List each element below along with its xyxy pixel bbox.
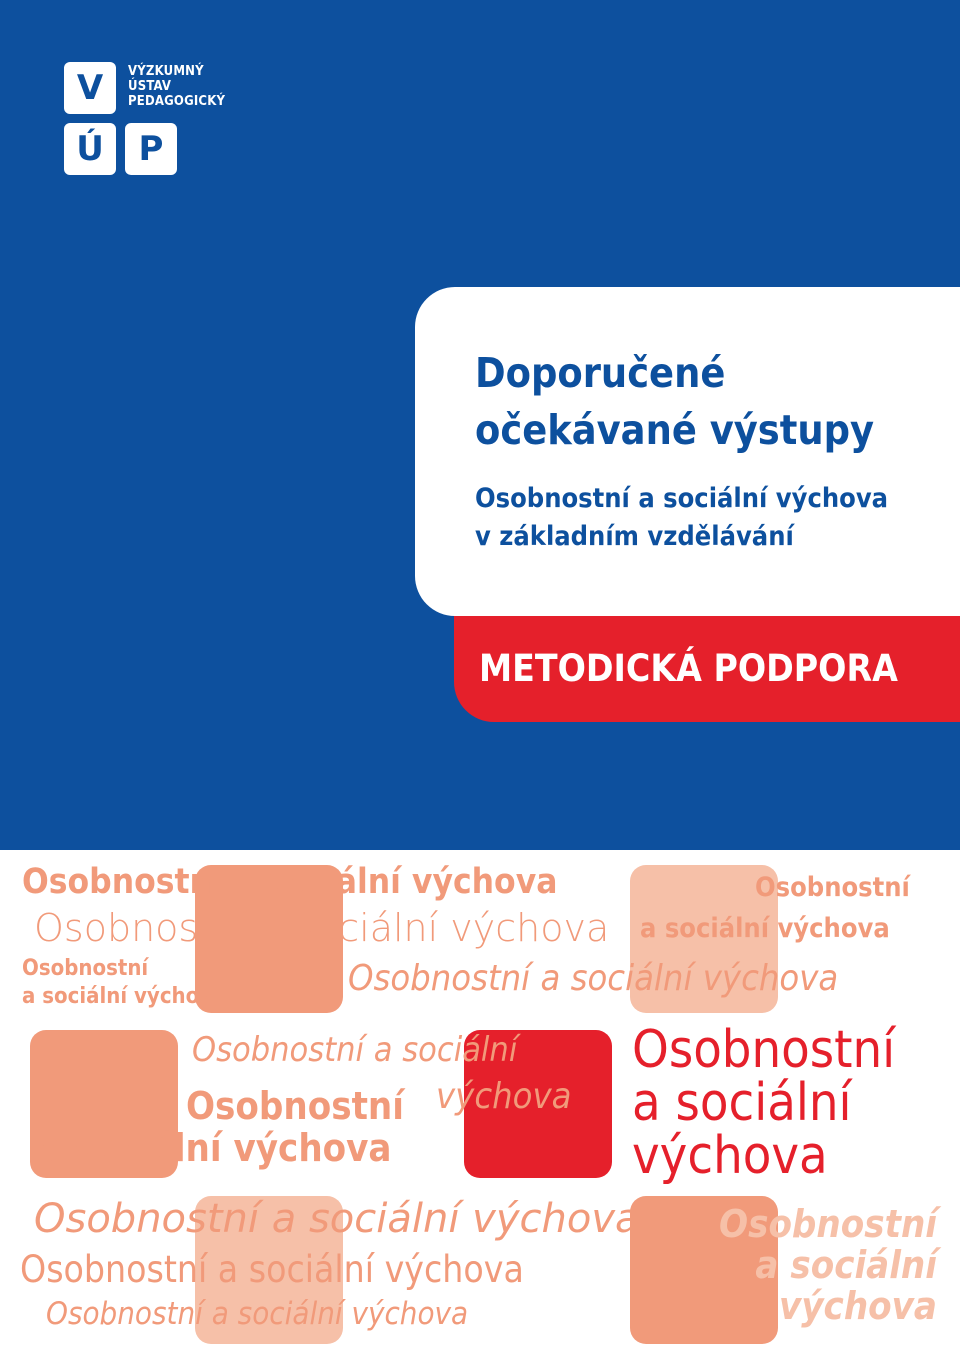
logo-tile-p: P [125,123,177,175]
deco-phrase-15c: výchova [778,1284,937,1328]
logo-line-3: PEDAGOGICKÝ [128,94,226,109]
deco-phrase-3a: Osobnostní [22,956,149,981]
deco-phrase-3 [22,955,226,1011]
deco-phrase-5: a sociální výchova [640,913,890,944]
logo-tile-v: V [64,62,116,114]
deco-phrase-3b: a sociální výchova [22,984,226,1009]
series-label: METODICKÁ PODPORA [479,647,898,690]
deco-phrase-11a: Osobnostní [632,1020,896,1080]
subtitle-line-1: Osobnostní a sociální výchova [475,483,889,514]
deco-phrase-11c: výchova [632,1126,828,1186]
deco-phrase-11b: a sociální [632,1073,852,1133]
deco-phrase-13: Osobnostní a sociální výchova [20,1248,524,1291]
deco-phrase-7: Osobnostní a sociální [192,1030,518,1070]
deco-phrase-15b: a sociální [755,1243,937,1287]
deco-phrase-9: Osobnostní [186,1084,404,1128]
deco-phrase-2: Osobnostní a sociální výchova [34,906,610,950]
deco-phrase-14: Osobnostní a sociální výchova [46,1296,469,1332]
deco-phrase-4: Osobnostní [755,872,910,903]
deco-phrase-12: Osobnostní a sociální výchova [34,1196,640,1242]
deco-phrase-10: a sociální výchova [40,1126,392,1170]
logo-wordmark [128,64,225,109]
logo-line-2: ÚSTAV [128,79,172,94]
logo-tile-u: Ú [64,123,116,175]
deco-phrase-1: Osobnostní a sociální výchova [22,862,558,902]
logo-line-1: VÝZKUMNÝ [128,64,204,79]
deco-phrase-15a: Osobnostní [719,1202,937,1246]
deco-phrase-11 [632,1020,896,1186]
document-title [475,345,874,459]
title-line-1: Doporučené [475,349,726,397]
title-line-2: očekávané výstupy [475,406,875,454]
document-subtitle [475,480,888,556]
deco-phrase-6: Osobnostní a sociální výchova [348,958,839,999]
subtitle-line-2: v základním vzdělávání [475,521,794,552]
deco-phrase-8: výchova [436,1076,572,1117]
deco-phrase-15 [655,1204,937,1327]
